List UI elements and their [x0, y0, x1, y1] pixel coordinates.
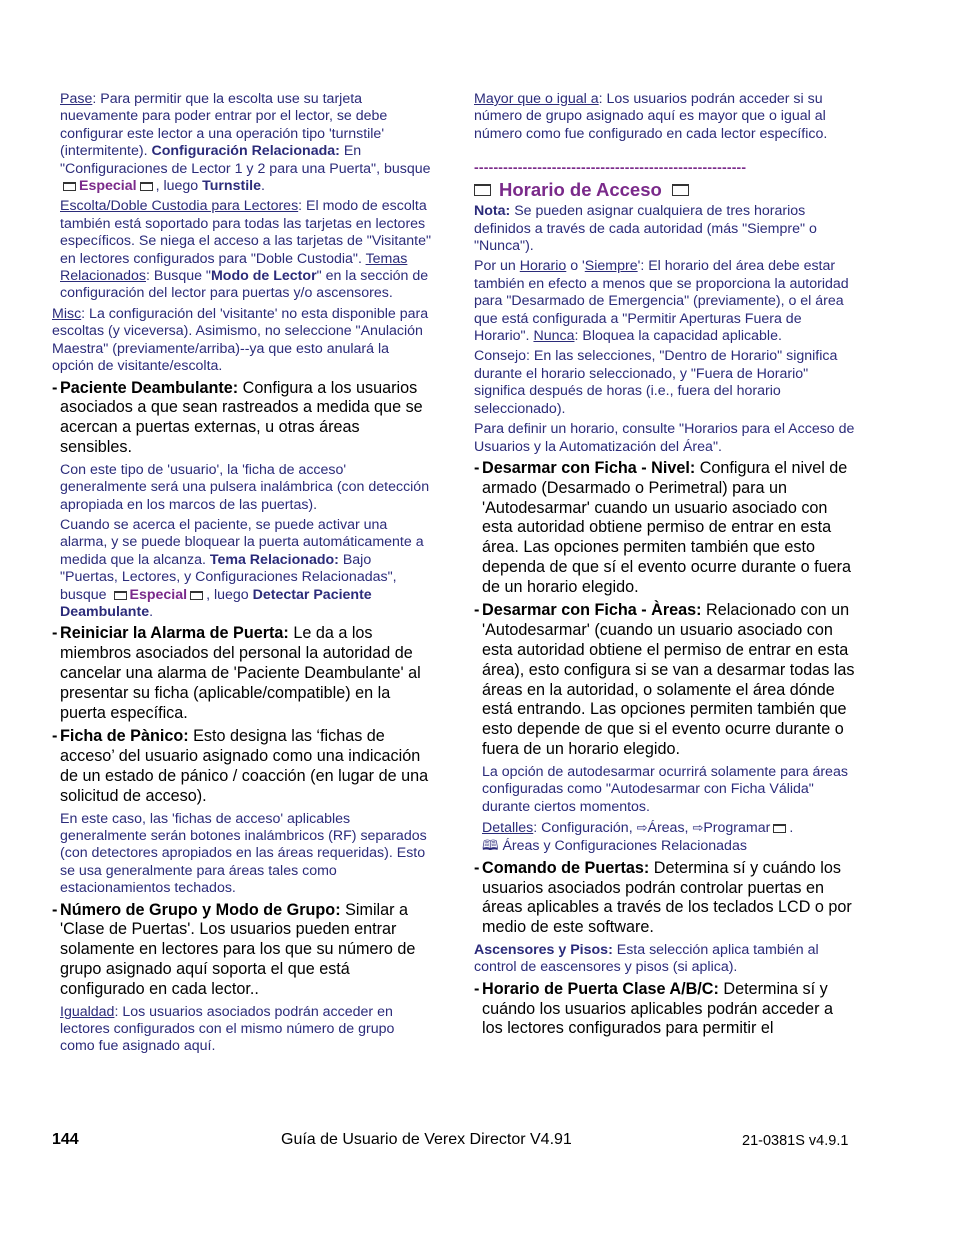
footer-code: 21-0381S v4.9.1 — [742, 1133, 849, 1149]
paciente-item: - Paciente Deambulante: Configura a los usuarios asociados a que sean rastreados a medida que se acercan a puertas externas, u otras áreas sensibles. — [52, 378, 423, 456]
horario-link[interactable]: Horario — [519, 258, 567, 275]
folder-icon — [190, 591, 203, 600]
igualdad-link[interactable]: Igualdad — [60, 1003, 115, 1020]
paciente-note-1: Con este tipo de 'usuario', la 'ficha de acceso' generalmente será una pulsera inalámbrica (con detección apropiada en los marcos de las puertas). — [60, 461, 430, 513]
arrow-right-icon: ⇨ — [692, 820, 704, 836]
desarmar-note: La opción de autodesarmar ocurrirá solamente para áreas configuradas como "Autodesarmar con Ficha Válida" durante ciertos momentos. — [482, 763, 848, 815]
folder-icon — [63, 182, 76, 191]
misc-note: Misc: La configuración del 'visitante' no esta disponible para escoltas (y viceversa). Asimismo, no seleccione "Anulación Maestra" (previamente/arriba)--ya que esto anulará la opción de visitante/escolta. — [52, 305, 429, 375]
horario-puerta-item: - Horario de Puerta Clase A/B/C: Determina sí y cuándo los usuarios aplicables podrán acceder a los lectores configurados para permitir el — [474, 979, 833, 1038]
arrow-right-icon: ⇨ — [636, 820, 648, 836]
grupo-item: - Número de Grupo y Modo de Grupo: Similar a 'Clase de Puertas'. Los usuarios pueden entrar solamente en lectores para los que su número de grupo asignado aquí soporta el que está configurado en cada lector.. — [52, 900, 416, 998]
reiniciar-item: - Reiniciar la Alarma de Puerta: Le da a los miembros asociados del personal la autoridad de cancelar una alarma de 'Paciente Deambulante' al presentar su ficha (aplicable/compatible) en la puerta específica. — [52, 624, 421, 722]
paciente-note-2: Cuando se acerca el paciente, se puede activar una alarma, y se puede bloquear la puerta automáticamente a medida que la alcanza. Tema Relacionado: Bajo "Puertas, Lectores, y Configuraciones Relacionadas", busque Especial , luego Detectar Paciente Deambulante. — [60, 516, 424, 620]
ascensores-note: Ascensores y Pisos: Esta selección aplica también al control de eascensores y pisos (si aplica). — [474, 942, 819, 976]
panico-note: En este caso, las 'fichas de acceso' aplicables generalmente serán botones inalámbricos (RF) separados (con detectores apropiados en las áreas requeridas). Esto se usa generalmente para áreas tales como estacionamientos techados. — [60, 810, 427, 897]
definir-note: Para definir un horario, consulte "Horarios para el Acceso de Usuarios y la Automatización del Área". — [474, 421, 855, 455]
misc-link[interactable]: Misc — [52, 305, 82, 322]
consejo-note: Consejo: En las selecciones, "Dentro de Horario" significa durante el horario seleccionado, y "Fuera de Horario" significa después de horas (i.e., fuera del horario seleccionado). — [474, 348, 838, 417]
mayor-note: Mayor que o igual a: Los usuarios podrán acceder si su número de grupo asignado aquí es mayor que o igual al número como fue configurado en cada lector específico. — [474, 91, 828, 142]
pase-note: Pase: Para permitir que la escolta use su tarjeta nuevamente para poder entrar por el lector, se debe configurar este lector a una operación tipo 'turnstile' (intermitente). Configuración Relacionada: En "Configuraciones de Lector 1 y 2 para una Puerta", busque Especial , luego Turnstile. — [60, 91, 431, 195]
porun-note: Por un Horario o 'Siempre': El horario del área debe estar también en efecto a menos que se proporciona la autoridad para "Desarmado de Emergencia" (previamente), o el área que está configurada a "Permitir Aperturas Fuera de Horario". Nunca: Bloquea la capacidad aplicable. — [474, 258, 849, 345]
nunca-link[interactable]: Nunca — [533, 328, 575, 345]
right-column — [474, 91, 858, 1043]
mayor-link[interactable]: Mayor que o igual a — [474, 91, 599, 107]
book-icon: 🕮 — [482, 837, 499, 854]
folder-icon — [773, 824, 786, 833]
detalles-note: Detalles: Configuración, ⇨Áreas, ⇨Programar . 🕮 Áreas y Configuraciones Relacionadas — [482, 820, 794, 855]
panico-item: - Ficha de Pànico: Esto designa las ‘fichas de acceso’ del usuario asignado como una indicación de un estado de pánico / coacción (en lugar de una solicitud de acceso). — [52, 727, 429, 805]
folder-icon — [140, 182, 153, 191]
nota-note: Nota: Se pueden asignar cualquiera de tres horarios definidos a través de cada autoridad (más "Siempre" o "Nunca"). — [474, 203, 817, 255]
section-heading: Horario de Acceso — [474, 179, 858, 201]
detalles-link[interactable]: Detalles — [482, 820, 534, 837]
escolta-note: Escolta/Doble Custodia para Lectores: El modo de escolta también está soportado para todas las tarjetas en lectores específicos. Se niega el acceso a las tarjetas de "Visitante" en lectores configurados para "Doble Custodia". Temas Relacionados: Busque "Modo de Lector" en la sección de configuración del lector para puertas y/o ascensores. — [60, 198, 432, 302]
escolta-link[interactable]: Escolta/Doble Custodia para Lectores — [60, 198, 299, 215]
folder-icon — [474, 184, 491, 196]
temas-relacionados-link[interactable]: Temas Relacionados — [60, 250, 408, 285]
footer-title: Guía de Usuario de Verex Director V4.91 — [281, 1131, 572, 1148]
section-separator: -------------------------------------------------------- — [474, 159, 747, 176]
folder-icon — [672, 184, 689, 196]
folder-icon — [114, 591, 127, 600]
comando-item: - Comando de Puertas: Determina sí y cuándo los usuarios asociados podrán controlar puertas en áreas aplicables a través de los teclados LCD o por medio de este software. — [474, 858, 852, 937]
pase-link[interactable]: Pase — [60, 91, 93, 107]
igualdad-note: Igualdad: Los usuarios asociados podrán acceder en lectores configurados con el mismo número de grupo como fue asignado aquí. — [60, 1003, 395, 1055]
page-number: 144 — [52, 1131, 79, 1148]
desarmar-nivel-item: - Desarmar con Ficha - Nivel: Configura el nivel de armado (Desarmado o Perimetral) para un 'Autodesarmar' cuando un usuario asociado con esta autoridad obtiene permiso de entrar en esta área. Las opciones permiten también que esto dependa de que sí el evento ocurre durante o fuera de un horario elegido. — [474, 458, 851, 596]
siempre-link[interactable]: Siempre — [584, 258, 638, 275]
left-column — [52, 91, 432, 1059]
desarmar-areas-item: - Desarmar con Ficha - Àreas: Relacionado con un 'Autodesarmar' (cuando un usuario asociado con esta autoridad obtiene el permiso de entrar en esta área), esto configura si se van a desarmar todas las áreas en la autoridad, o solamente el área dónde está entrando. Las opciones permiten también que esto depende de que si el evento ocurre durante o fuera de un horario elegido. — [474, 601, 855, 759]
